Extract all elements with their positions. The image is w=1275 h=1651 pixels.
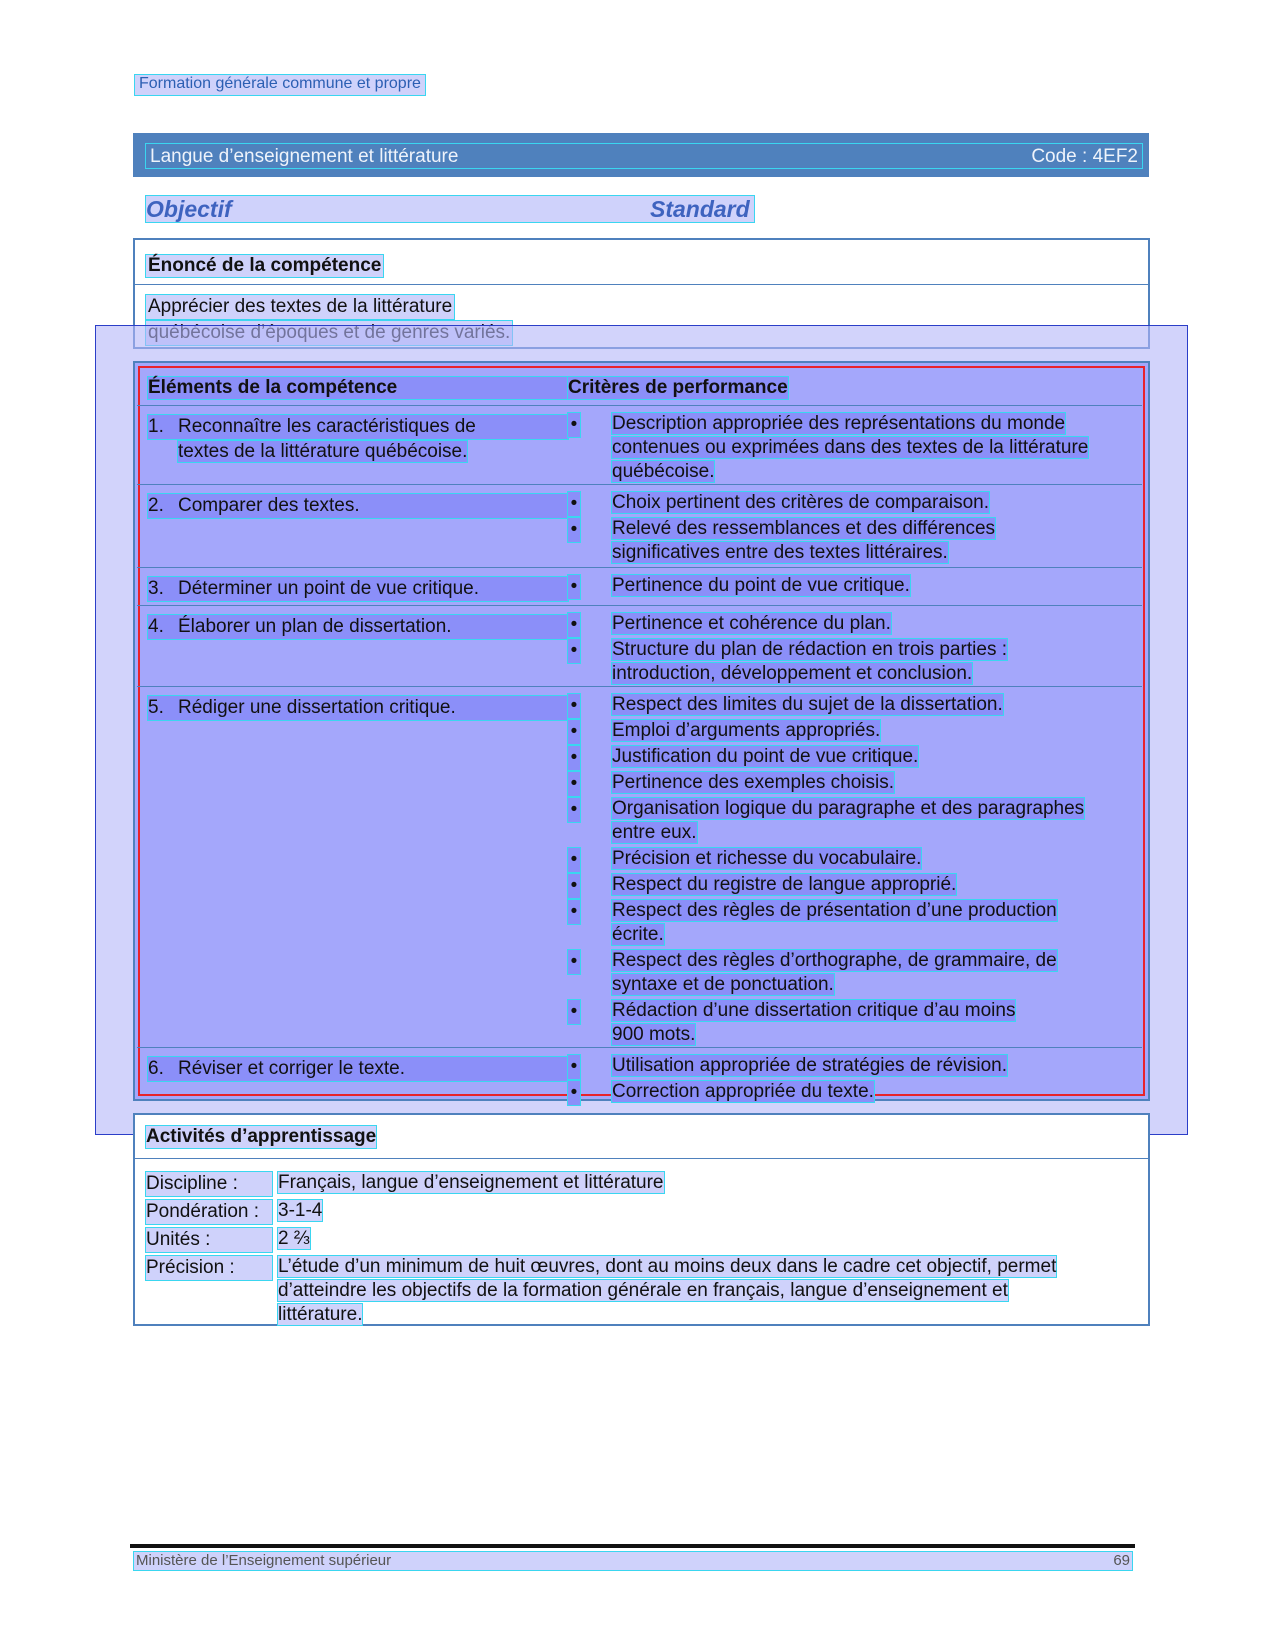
activites-heading: Activités d’apprentissage	[146, 1126, 377, 1147]
criterion-item	[567, 574, 1132, 598]
element-line	[147, 414, 569, 440]
bullet-icon: •	[567, 638, 581, 664]
criterion-item	[567, 638, 1132, 686]
element-line	[147, 440, 567, 464]
criteria-cell	[567, 693, 1132, 1049]
competency-row	[137, 686, 1142, 1048]
ponderation-value: 3-1-4	[278, 1200, 323, 1221]
criterion-item	[567, 491, 1132, 515]
criterion-text: Respect des règles d’orthographe, de grammaire, de	[612, 950, 1057, 971]
criterion-text: syntaxe et de ponctuation.	[612, 974, 834, 995]
criterion-text: 900 mots.	[612, 1024, 696, 1045]
element-number: 5.	[148, 697, 164, 718]
criteria-cell	[567, 612, 1132, 688]
element-text: Reconnaître les caractéristiques de	[178, 416, 476, 437]
criterion-item	[567, 1080, 1132, 1104]
bullet-icon: •	[567, 574, 581, 600]
criterion-text: Correction appropriée du texte.	[612, 1081, 874, 1102]
bullet-icon: •	[567, 797, 581, 823]
criterion-text: Pertinence des exemples choisis.	[612, 772, 894, 793]
element-number: 6.	[148, 1058, 164, 1079]
criterion-text: contenues ou exprimées dans des textes de la littérature	[612, 437, 1089, 458]
bullet-icon: •	[567, 745, 581, 771]
precision-line: L’étude d’un minimum de huit œuvres, dont au moins deux dans le cadre cet objectif, permet	[278, 1256, 1057, 1277]
criterion-item	[567, 745, 1132, 769]
activites-box	[133, 1113, 1150, 1326]
ponderation-label: Pondération :	[145, 1199, 273, 1225]
criterion-item	[567, 899, 1132, 947]
criterion-text: québécoise.	[612, 461, 715, 482]
criterion-text: écrite.	[612, 924, 664, 945]
bullet-icon: •	[567, 693, 581, 719]
course-code: Code : 4EF2	[1031, 146, 1138, 167]
discipline-label: Discipline :	[145, 1171, 273, 1197]
footer-rule	[130, 1544, 1135, 1548]
criterion-text: Description appropriée des représentations du monde	[612, 413, 1066, 434]
element-line	[147, 493, 569, 519]
bullet-icon: •	[567, 1080, 581, 1106]
criterion-text: entre eux.	[612, 822, 697, 843]
program-title: Formation générale commune et propre	[134, 74, 426, 96]
criteria-cell	[567, 412, 1132, 486]
bullet-icon: •	[567, 719, 581, 745]
col-header-elements: Éléments de la compétence	[147, 376, 569, 400]
competency-row	[137, 405, 1142, 485]
objective-standard-heading	[145, 195, 755, 223]
precision-label: Précision :	[145, 1255, 273, 1281]
objectif-heading: Objectif	[146, 196, 232, 222]
element-number: 4.	[148, 616, 164, 637]
element-text: Élaborer un plan de dissertation.	[178, 616, 452, 637]
criterion-item	[567, 771, 1132, 795]
bullet-icon: •	[567, 517, 581, 543]
element-line	[147, 1056, 569, 1082]
bullet-icon: •	[567, 847, 581, 873]
criterion-item	[567, 949, 1132, 997]
footer-ministry: Ministère de l’Enseignement supérieur	[136, 1552, 392, 1569]
criterion-text: Respect des règles de présentation d’une production	[612, 900, 1057, 921]
criterion-item	[567, 999, 1132, 1047]
criterion-item	[567, 719, 1132, 743]
criterion-item	[567, 873, 1132, 897]
footer	[133, 1551, 1133, 1571]
element-text: Réviser et corriger le texte.	[178, 1058, 406, 1079]
element-line	[147, 614, 569, 640]
competency-row	[137, 1047, 1142, 1103]
element-line	[147, 576, 569, 602]
element-cell	[147, 614, 569, 640]
criterion-text: Justification du point de vue critique.	[612, 746, 919, 767]
criterion-text: Emploi d’arguments appropriés.	[612, 720, 881, 741]
criteria-cell	[567, 574, 1132, 600]
discipline-title-bar	[133, 133, 1149, 177]
criterion-text: Respect des limites du sujet de la dissertation.	[612, 694, 1003, 715]
criteria-cell	[567, 491, 1132, 567]
element-text: Comparer des textes.	[178, 495, 360, 516]
col-header-criteria: Critères de performance	[568, 377, 788, 398]
element-text: Rédiger une dissertation critique.	[178, 697, 456, 718]
element-text: Déterminer un point de vue critique.	[178, 578, 479, 599]
element-number: 3.	[148, 578, 164, 599]
bullet-icon: •	[567, 899, 581, 925]
precision-line: d’atteindre les objectifs de la formation générale en français, langue d’enseignement et	[278, 1280, 1008, 1301]
element-number: 1.	[148, 416, 164, 437]
bullet-icon: •	[567, 999, 581, 1025]
competency-row	[137, 605, 1142, 687]
criterion-text: Précision et richesse du vocabulaire.	[612, 848, 922, 869]
discipline-value: Français, langue d’enseignement et littérature	[278, 1172, 664, 1193]
enonce-line: Apprécier des textes de la littérature	[145, 294, 455, 320]
criterion-item	[567, 412, 1132, 484]
criterion-text: Organisation logique du paragraphe et des paragraphes	[612, 798, 1085, 819]
criterion-text: Rédaction d’une dissertation critique d’au moins	[612, 1000, 1016, 1021]
table-header-row	[137, 366, 1142, 405]
discipline-title: Langue d’enseignement et littérature	[150, 146, 459, 167]
criteria-cell	[567, 1054, 1132, 1106]
bullet-icon: •	[567, 491, 581, 517]
element-cell	[147, 1056, 569, 1082]
criterion-text: Pertinence et cohérence du plan.	[612, 613, 891, 634]
element-line	[147, 695, 569, 721]
bullet-icon: •	[567, 949, 581, 975]
criterion-item	[567, 612, 1132, 636]
criterion-item	[567, 847, 1132, 871]
element-text: textes de la littérature québécoise.	[178, 441, 468, 462]
criterion-text: Utilisation appropriée de stratégies de révision.	[612, 1055, 1007, 1076]
page-number: 69	[1113, 1552, 1130, 1569]
criterion-item	[567, 693, 1132, 717]
element-cell	[147, 493, 569, 519]
bullet-icon: •	[567, 612, 581, 638]
element-cell	[147, 695, 569, 721]
criterion-text: Pertinence du point de vue critique.	[612, 575, 910, 596]
criterion-text: Structure du plan de rédaction en trois parties :	[612, 639, 1008, 660]
bullet-icon: •	[567, 873, 581, 899]
criterion-text: introduction, développement et conclusion.	[612, 663, 973, 684]
criterion-text: Relevé des ressemblances et des différences	[612, 518, 996, 539]
enonce-heading: Énoncé de la compétence	[145, 254, 384, 278]
element-cell	[147, 414, 569, 464]
criterion-item	[567, 517, 1132, 565]
element-number: 2.	[148, 495, 164, 516]
unites-label: Unités :	[145, 1227, 273, 1253]
criterion-item	[567, 1054, 1132, 1078]
element-cell	[147, 576, 569, 602]
competency-row	[137, 567, 1142, 606]
unites-value: 2 ⅔	[278, 1228, 310, 1249]
precision-line: littérature.	[278, 1304, 363, 1325]
criterion-text: significatives entre des textes littéraires.	[612, 542, 948, 563]
bullet-icon: •	[567, 771, 581, 797]
criterion-text: Choix pertinent des critères de comparaison.	[612, 492, 990, 513]
bullet-icon: •	[567, 1054, 581, 1080]
standard-heading: Standard	[650, 196, 750, 222]
criterion-item	[567, 797, 1132, 845]
competency-row	[137, 484, 1142, 568]
criterion-text: Respect du registre de langue approprié.	[612, 874, 957, 895]
bullet-icon: •	[567, 412, 581, 438]
